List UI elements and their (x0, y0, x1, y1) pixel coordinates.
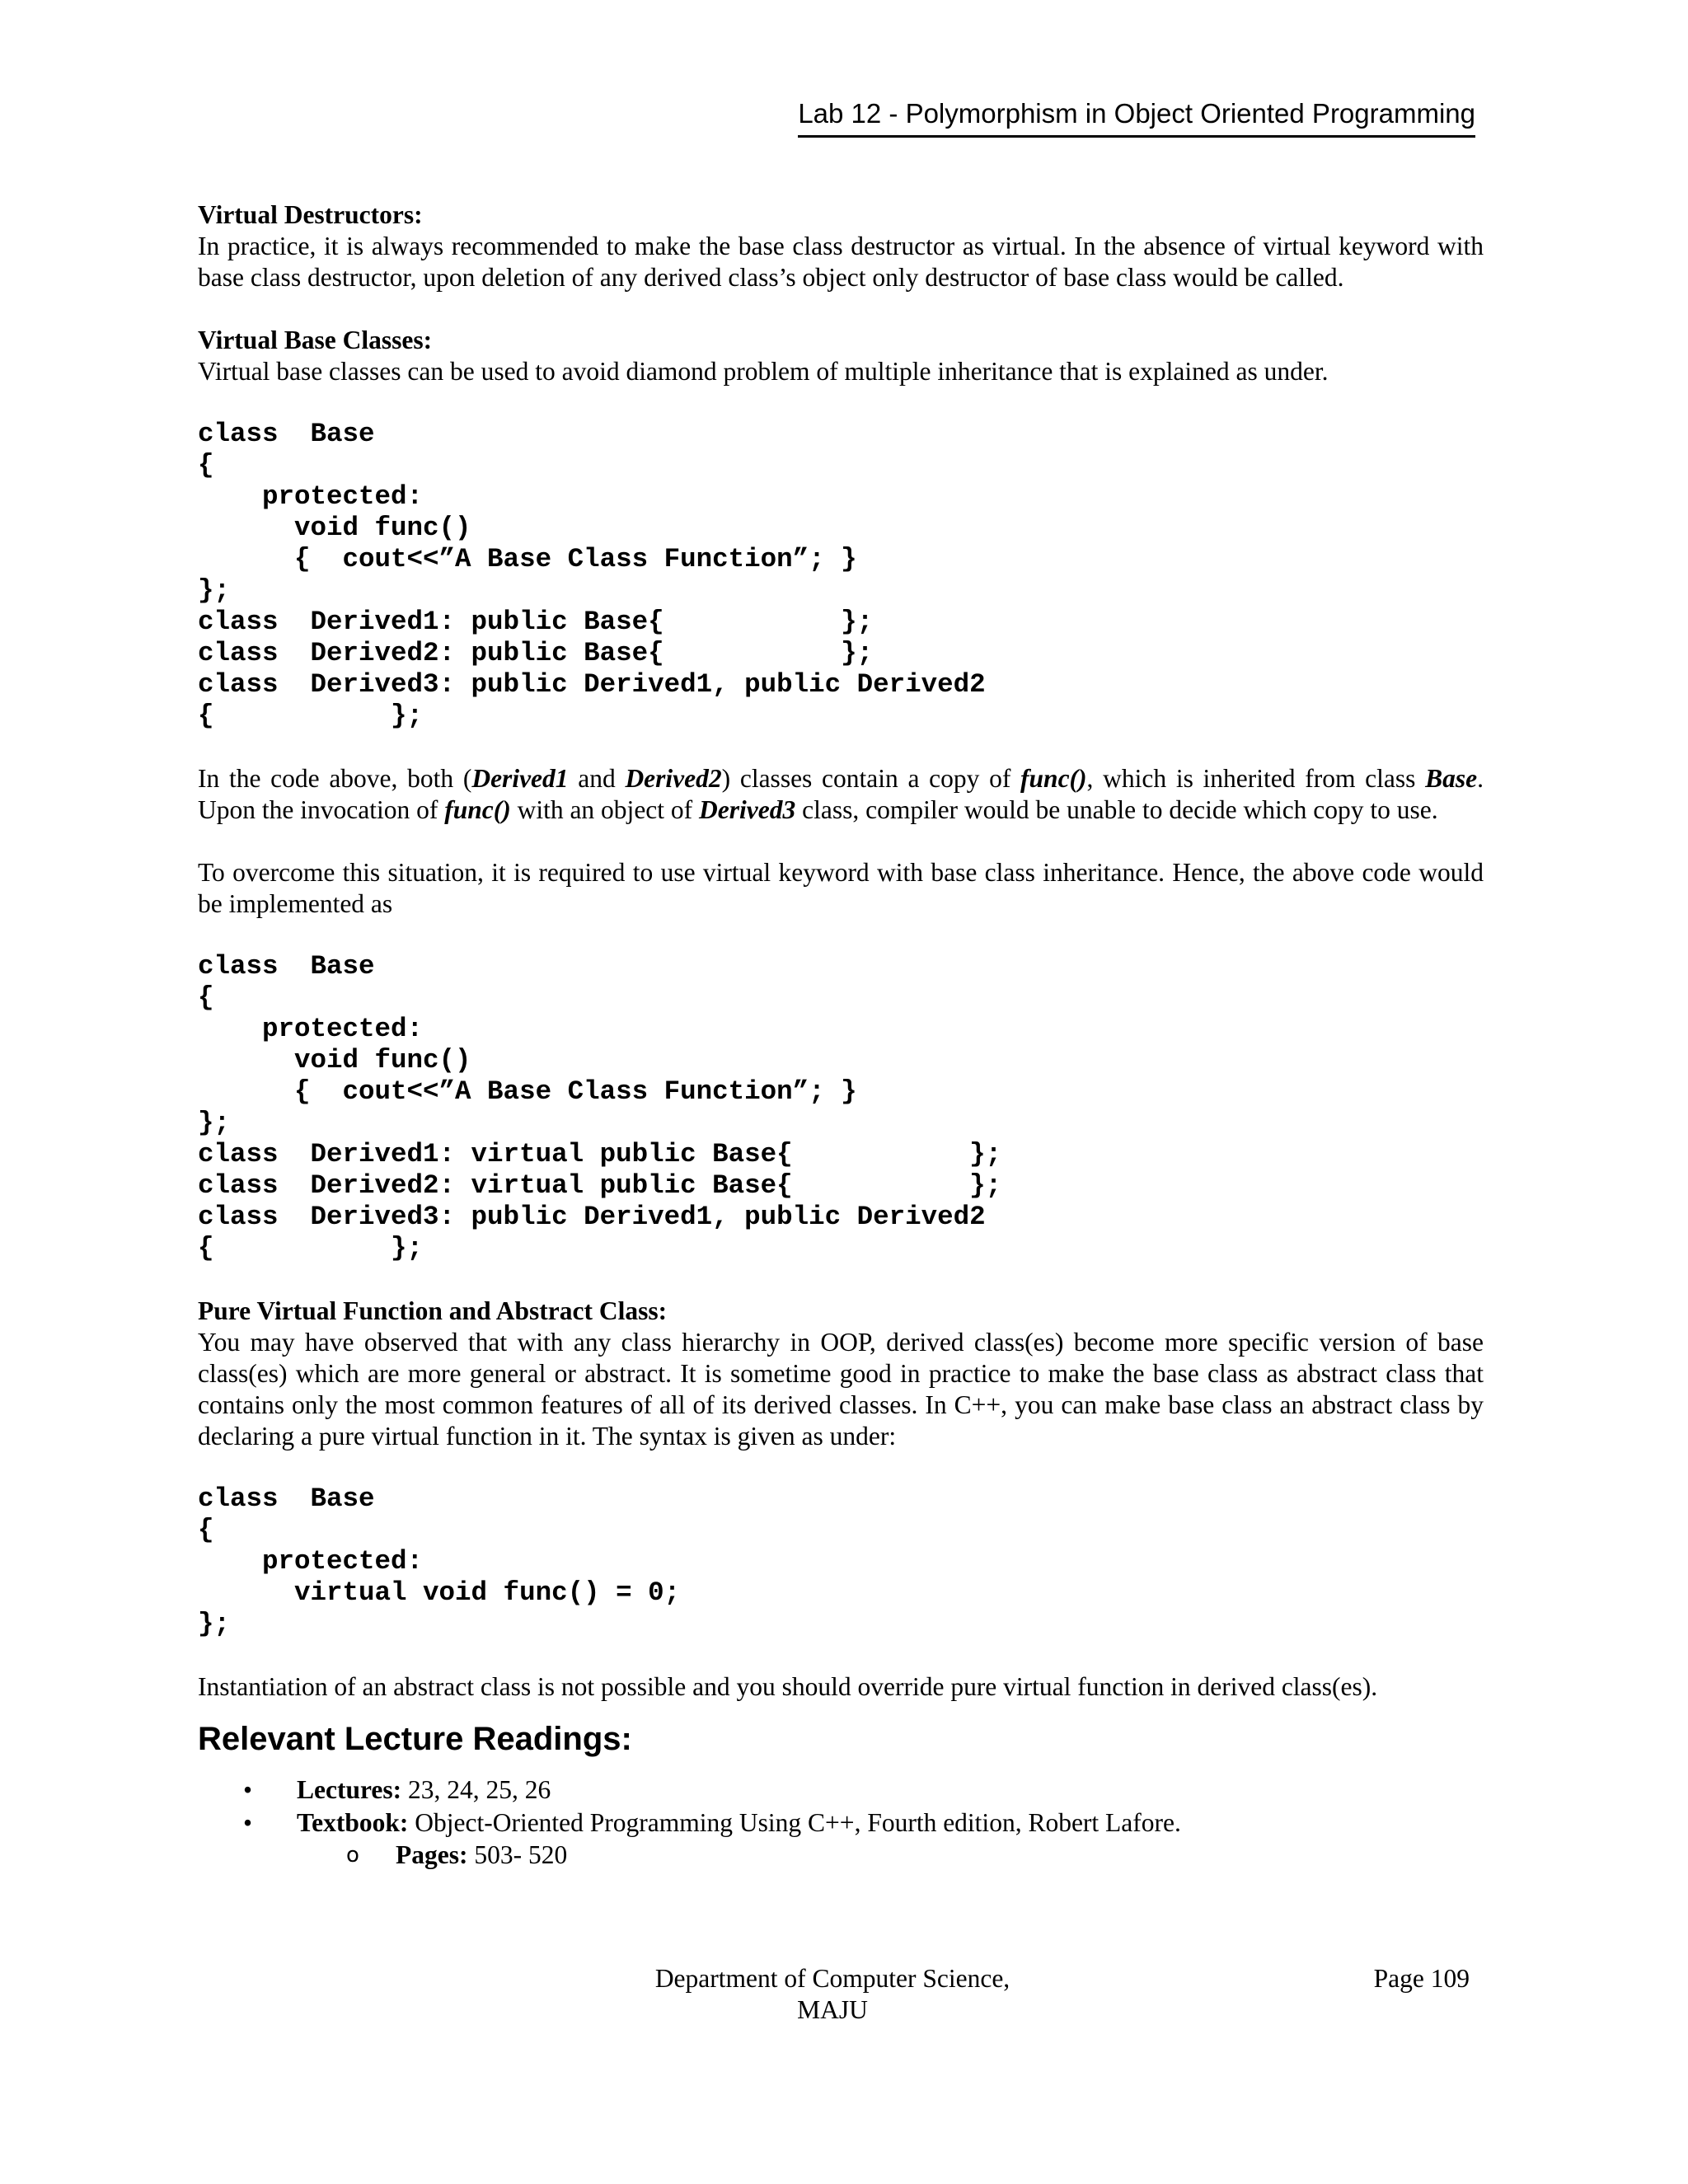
readings-list (198, 1774, 1484, 1840)
page-number: Page 109 (1373, 1964, 1470, 1993)
page-header-title: Lab 12 - Polymorphism in Object Oriented Programming (798, 97, 1475, 138)
code-block-pure-virtual: class Base { protected: virtual void func() = 0; }; (198, 1483, 681, 1639)
pure-virtual-paragraph: You may have observed that with any class hierarchy in OOP, derived class(es) become more specific version of base class(es) which are more general or abstract. It is sometime good in practice to make the base class as abstract class that contains only the most common features of all of its derived classes. In C++, you can make base class an abstract class by declaring a pure virtual function in it. The syntax is given as under: (198, 1328, 1484, 1451)
virtual-destructors-paragraph: In practice, it is always recommended to make the base class destructor as virtual. In the absence of virtual keyword with base class destructor, upon deletion of any derived class’s object only destructor of base class would be called. (198, 232, 1484, 292)
diamond-explanation-paragraph: In the code above, both (Derived1 and Derived2) classes contain a copy of func(), which is inherited from class Base. Upon the invocation of func() with an object of Derived3 class, compiler would be unable to decide which copy to use. (198, 764, 1484, 824)
circle-bullet-icon: o (346, 1843, 359, 1868)
document-body (198, 199, 1484, 1871)
list-item-textbook: • Textbook: Object-Oriented Programming Using C++, Fourth edition, Robert Lafore. (198, 1807, 1484, 1840)
bullet-icon: • (243, 1775, 253, 1804)
code-block-diamond: class Base { protected: void func() { cout<<”A Base Class Function”; } }; class Derived1: public Base{ }; class Derived2: public Base{ }; class Derived3: public Derived1, public Derived2 { }; (198, 419, 986, 731)
bullet-icon: • (243, 1808, 253, 1837)
overcome-paragraph: To overcome this situation, it is required to use virtual keyword with base class inheritance. Hence, the above code would be implemented as (198, 858, 1484, 918)
pure-virtual-heading: Pure Virtual Function and Abstract Class: (198, 1296, 668, 1325)
readings-sublist (198, 1840, 1484, 1871)
virtual-destructors-heading: Virtual Destructors: (198, 200, 423, 229)
code-block-virtual-inheritance: class Base { protected: void func() { cout<<”A Base Class Function”; } }; class Derived1: virtual public Base{ }; class Derived2: virtual public Base{ }; class Derived3: public Derived1, public Derived2 { }; (198, 951, 1002, 1263)
list-item-pages: o Pages: 503- 520 (346, 1840, 568, 1869)
relevant-readings-heading: Relevant Lecture Readings: (198, 1721, 632, 1757)
list-item-lectures: • Lectures: 23, 24, 25, 26 (198, 1774, 1484, 1807)
virtual-base-classes-heading: Virtual Base Classes: (198, 326, 433, 354)
virtual-base-classes-paragraph: Virtual base classes can be used to avoid diamond problem of multiple inheritance that is explained as under. (198, 357, 1329, 386)
instantiation-paragraph: Instantiation of an abstract class is not possible and you should override pure virtual function in derived class(es). (198, 1672, 1378, 1701)
footer-department: Department of Computer Science, MAJU (654, 1964, 1010, 2024)
